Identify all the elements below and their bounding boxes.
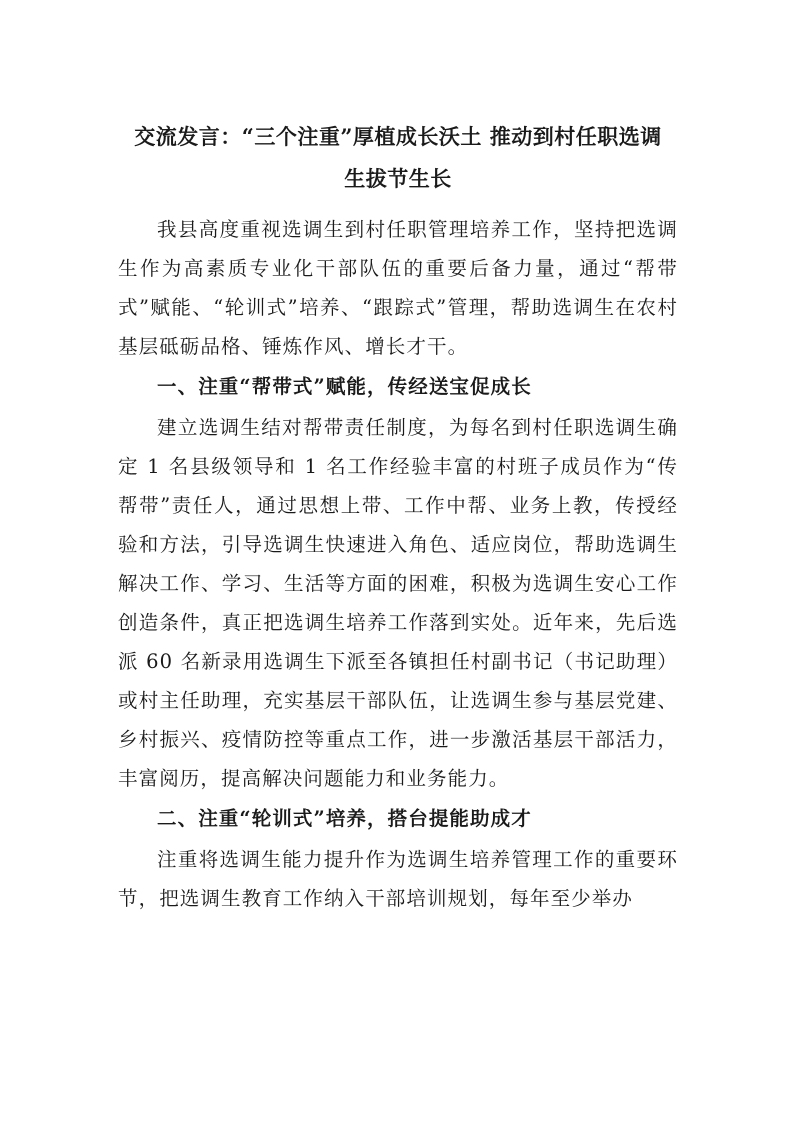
title-line-1: 交流发言：“三个注重”厚植成长沃土 推动到村任职选调 [134,124,662,149]
section-2-paragraph: 注重将选调生能力提升作为选调生培养管理工作的重要环节，把选调生教育工作纳入干部培训规划，每年至少举办 [118,848,678,910]
section-1-paragraph: 建立选调生结对帮带责任制度，为每名到村任职选调生确定 1 名县级领导和 1 名工作经验丰富的村班子成员作为“传帮带”责任人，通过思想上带、工作中帮、业务上教，传授经验和方法，引导选调生快速进入角色、适应岗位，帮助选调生解决工作、学习、生活等方面的困难，积极为选调生安心工作创造条件，真正把选调生培养工作落到实处。近年来，先后选派 60 名新录用选调生下派至各镇担任村副书记（书记助理）或村主任助理，充实基层干部队伍，让选调生参与基层党建、乡村振兴、疫情防控等重点工作，进一步激活基层干部活力，丰富阅历，提高解决问题能力和业务能力。 [118,416,678,790]
document-title [118,116,678,200]
section-1-heading: 一、注重“帮带式”赋能，传经送宝促成长 [157,375,532,398]
title-line-2: 生拔节生长 [344,166,452,191]
section-2-heading: 二、注重“轮训式”培养，搭台提能助成才 [157,807,532,830]
document-body [118,210,678,918]
intro-paragraph: 我县高度重视选调生到村任职管理培养工作，坚持把选调生作为高素质专业化干部队伍的重要后备力量，通过“帮带式”赋能、“轮训式”培养、“跟踪式”管理，帮助选调生在农村基层砥砺品格、锤炼作风、增长才干。 [118,218,678,358]
